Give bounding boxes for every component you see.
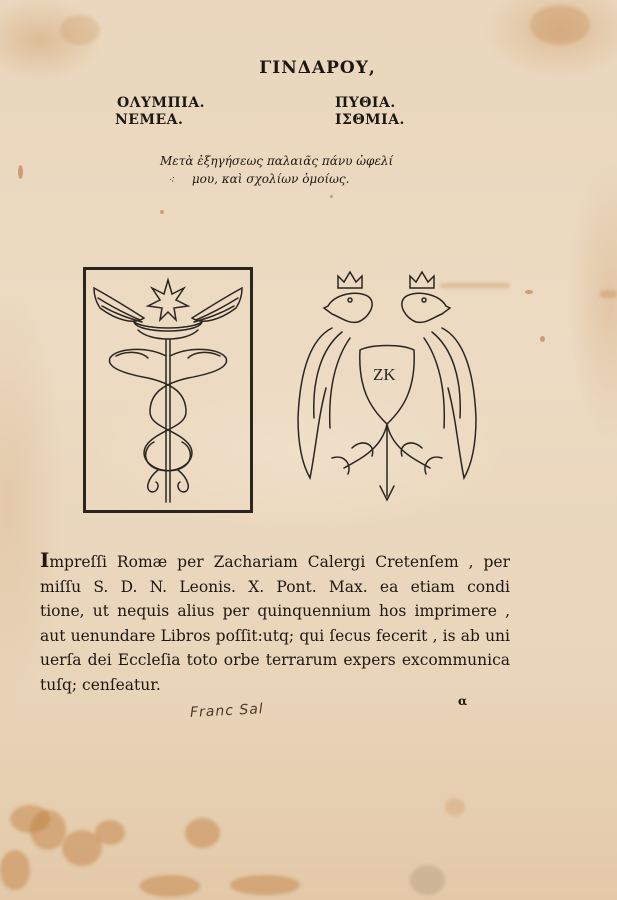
stain (60, 15, 100, 45)
spot (18, 165, 23, 179)
monogram-zk: ZK (373, 365, 396, 384)
stain (230, 875, 300, 895)
double-headed-eagle-icon (292, 268, 482, 508)
subtitle-line-2 (160, 170, 460, 190)
stain (30, 810, 66, 850)
spot (330, 195, 333, 198)
stain (0, 850, 30, 890)
game-pythia: ΠΥΘΙΑ. (335, 95, 396, 111)
caduceus-woodcut (83, 267, 253, 513)
game-isthmia: ΙΣΘΜΙΑ. (335, 112, 405, 128)
games-left (117, 95, 205, 129)
colophon-line: aut uenundare Libros poſſit:utq; qui ſecus fecerit , is ab uni (40, 626, 510, 645)
colophon-text (40, 548, 510, 697)
colophon-line: tuſq; cenſeatur. (40, 675, 161, 694)
book-title (0, 58, 617, 78)
game-olympia: ΟΛΥΜΠΙΑ. (117, 95, 206, 111)
spot (525, 290, 533, 294)
stain (410, 865, 445, 895)
colophon-line-text: mpreſſi Romæ per Zachariam Calergi Cretenſem , per (49, 553, 510, 571)
spot (160, 210, 164, 214)
stain (600, 290, 617, 298)
title-text: ΓΙΝΔΑΡΟΥ, (259, 58, 376, 78)
colophon-line: miſſu S. D. N. Leonis. X. Pont. Max. ea etiam condi (40, 577, 510, 596)
handwritten-signature: Franc Sal (189, 701, 265, 721)
subtitle-line: Μετὰ ἐξηγήσεως παλαιᾶς πάνυ ὠφελί (160, 154, 394, 168)
signature-mark: α (458, 694, 468, 708)
game-nemea: ΝΕΜΕΑ. (115, 112, 184, 128)
stain (445, 798, 465, 816)
colophon-line: tione, ut nequis alius per quinquennium hos imprimere , (40, 602, 510, 620)
stain (530, 5, 590, 45)
subtitle (160, 152, 460, 190)
spot (540, 336, 545, 342)
colophon-line: uerſa dei Eccleſia toto orbe terrarum expers excommunica (40, 651, 510, 669)
ornament-mark: ⁖ (168, 175, 174, 186)
double-eagle-woodcut (292, 268, 482, 508)
colophon-line (40, 548, 510, 575)
initial-letter: I (40, 548, 50, 572)
stain (140, 875, 200, 897)
stain (185, 818, 220, 848)
games-right (335, 95, 405, 129)
stain (95, 820, 125, 845)
caduceus-icon (86, 270, 250, 510)
subtitle-line-text: μου, καὶ σχολίων ὁμοίως. (191, 172, 350, 186)
